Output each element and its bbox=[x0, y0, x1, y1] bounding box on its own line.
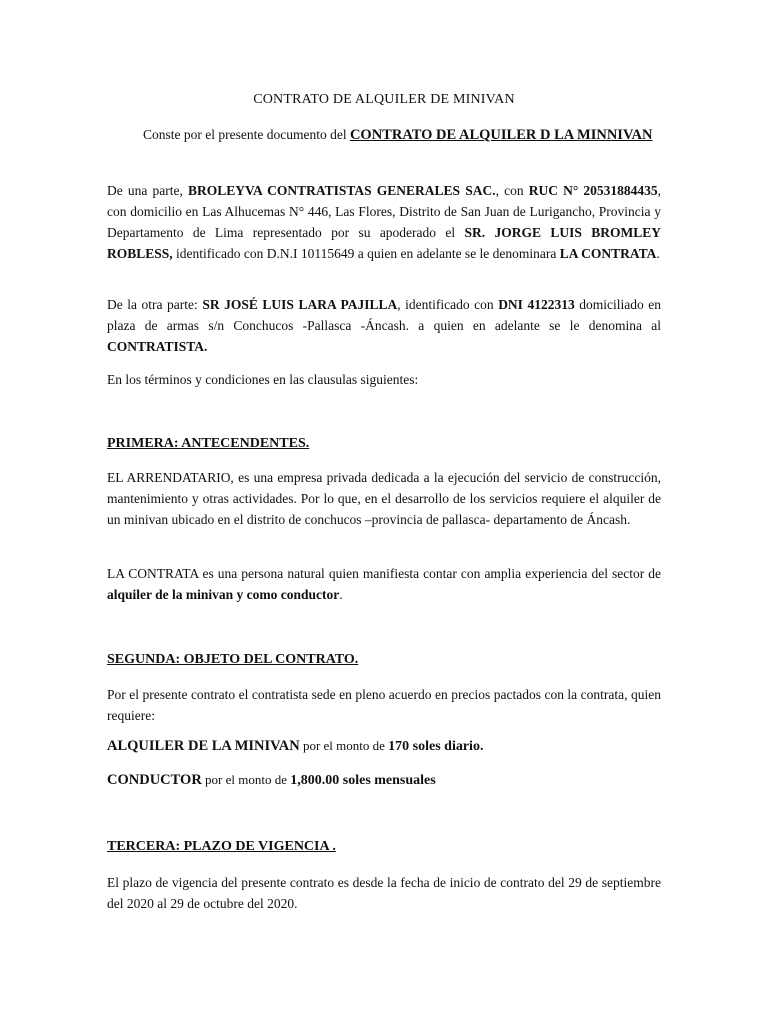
document-title: CONTRATO DE ALQUILER DE MINIVAN bbox=[253, 92, 515, 107]
party-one-text: identificado con D.N.I 10115649 a quien en adelante se le denominara bbox=[172, 246, 560, 261]
driver-price-line bbox=[107, 772, 436, 789]
clause-one-paragraph-two bbox=[107, 563, 661, 605]
intro-paragraph bbox=[107, 124, 661, 146]
party-two-paragraph bbox=[107, 294, 661, 357]
intro-contract-name: CONTRATO DE ALQUILER D LA MINNIVAN bbox=[349, 127, 653, 143]
party-one-role: LA CONTRATA bbox=[559, 246, 657, 261]
party-two-text: De la otra parte: bbox=[107, 297, 203, 312]
party-one-paragraph bbox=[107, 180, 661, 264]
terms-intro: En los términos y condiciones en las clausulas siguientes: bbox=[107, 372, 419, 387]
party-one-text: , con domicilio en Las Alhucemas N° 446, Las Flores, Distrito de San Juan de Lurigancho, Provincia y Departamento de Lima representado por su apoderado el bbox=[107, 183, 661, 240]
party-two-role: CONTRATISTA. bbox=[107, 339, 208, 354]
contractor-name: SR JOSÉ LUIS LARA PAJILLA bbox=[202, 297, 398, 312]
clause-one-paragraph-one: EL ARRENDATARIO, es una empresa privada dedicada a la ejecución del servicio de construcción, mantenimiento y otras actividades. Por lo que, en el desarrollo de los servicios requiere el alquiler de un minivan ubicado en el distrito de conchucos –provincia de pallasca- departamento de Áncash. bbox=[107, 470, 661, 527]
company-name: BROLEYVA CONTRATISTAS GENERALES SAC. bbox=[187, 183, 496, 198]
clause-three-heading: TERCERA: PLAZO DE VIGENCIA . bbox=[107, 839, 336, 854]
party-one-text: . bbox=[656, 246, 660, 261]
clause-two-heading: SEGUNDA: OBJETO DEL CONTRATO. bbox=[107, 652, 359, 667]
clause-two-paragraph: Por el presente contrato el contratista sede en pleno acuerdo en precios pactados con la contrata, quien requiere: bbox=[107, 687, 661, 723]
representative-name: SR. JORGE LUIS BROMLEY ROBLESS, bbox=[107, 225, 661, 261]
clause-one-heading: PRIMERA: ANTECENDENTES. bbox=[107, 436, 310, 451]
rental-item-text: por el monto de bbox=[299, 738, 389, 753]
rental-price-line bbox=[107, 738, 483, 755]
ruc-number: RUC N° 20531884435 bbox=[528, 183, 658, 198]
intro-text: Conste por el presente documento del bbox=[143, 127, 350, 142]
party-two-text: , identificado con bbox=[397, 297, 499, 312]
party-two-text: domiciliado en plaza de armas s/n Conchucos -Pallasca -Áncash. a quien en adelante se le denomina al bbox=[107, 297, 662, 333]
clause-one-text: . bbox=[339, 587, 343, 602]
driver-item-label: CONDUCTOR bbox=[107, 772, 202, 788]
dni-number: DNI 4122313 bbox=[498, 297, 575, 312]
driver-item-text: por el monto de bbox=[201, 772, 291, 787]
driver-item-amount: 1,800.00 soles mensuales bbox=[290, 773, 436, 788]
rental-item-amount: 170 soles diario. bbox=[388, 739, 484, 754]
clause-three-paragraph: El plazo de vigencia del presente contrato es desde la fecha de inicio de contrato del 29 de septiembre del 2020 al 29 de octubre del 2020. bbox=[107, 875, 661, 911]
rental-item-label: ALQUILER DE LA MINIVAN bbox=[107, 738, 300, 754]
party-one-text: De una parte, bbox=[107, 183, 188, 198]
clause-one-text: LA CONTRATA es una persona natural quien manifiesta contar con amplia experiencia del sector de bbox=[107, 566, 661, 581]
clause-one-bold-text: alquiler de la minivan y como conductor bbox=[107, 587, 340, 602]
party-one-text: , con bbox=[495, 183, 529, 198]
